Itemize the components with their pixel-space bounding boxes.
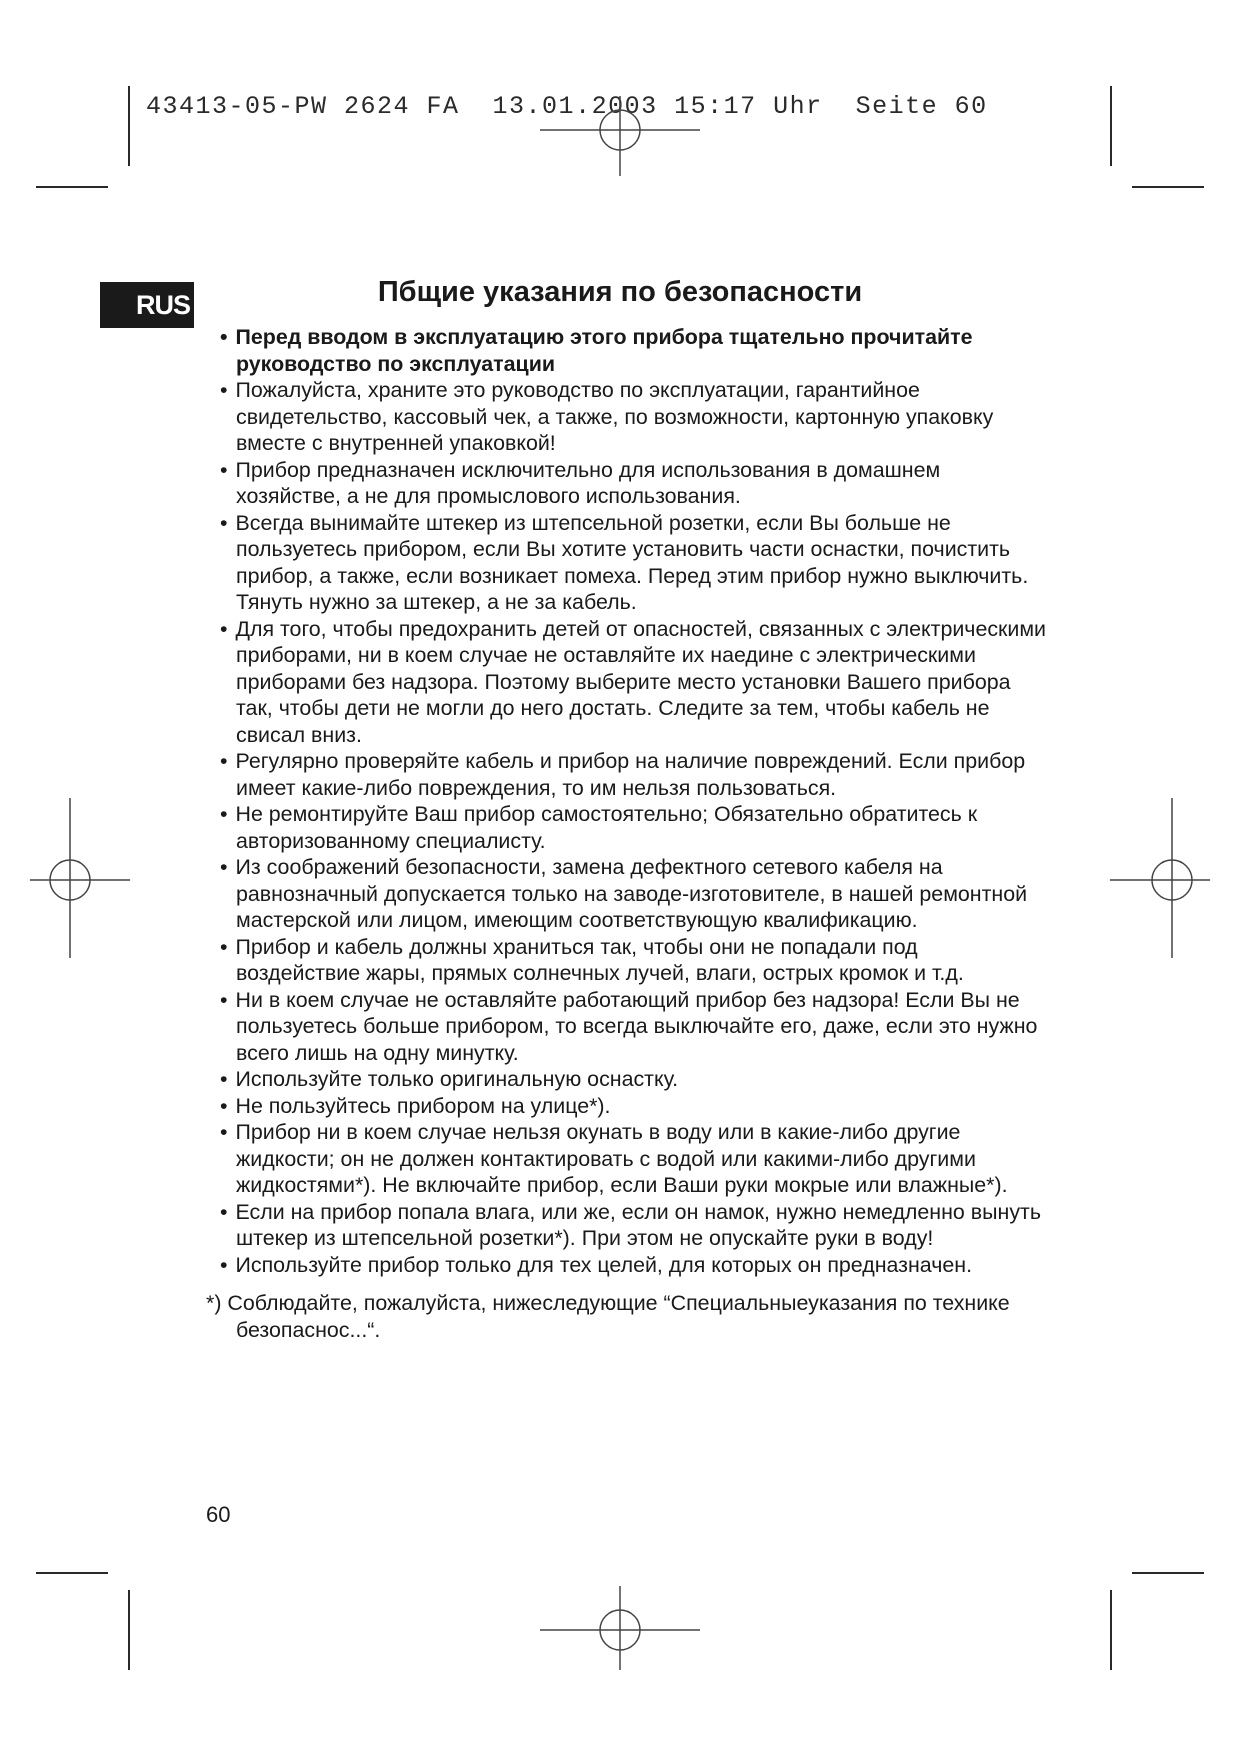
registration-mark-bottom-icon (540, 1586, 700, 1670)
crop-mark-bottom-right-horizontal (1132, 1572, 1204, 1574)
instruction-list (206, 324, 1046, 1278)
crop-mark-bottom-right-vertical (1110, 1590, 1112, 1670)
language-badge: RUS (100, 282, 194, 328)
list-item: • Используйте прибор только для тех целей, для которых он предназначен. (206, 1252, 1046, 1279)
crop-mark-bottom-left-vertical (128, 1590, 130, 1670)
page-number: 60 (206, 1502, 231, 1527)
list-item: • Всегда вынимайте штекер из штепсельной розетки, если Вы больше не пользуетесь прибором, если Вы хотите установить части оснастки, почистить прибор, а также, если возникает помеха. Перед этим прибор нужно выключить. Тянуть нужно за штекер, а не за кабель. (206, 510, 1046, 616)
list-item: • Ни в коем случае не оставляйте работающий прибор без надзора! Если Вы не пользуетесь больше прибором, то всегда выключайте его, даже, если это нужно всего лишь на одну минутку. (206, 987, 1046, 1067)
list-item: • Прибор ни в коем случае нельзя окунать в воду или в какие-либо другие жидкости; он не должен контактировать с водой или какими-либо другими жидкостями*). Не включайте прибор, если Ваши руки мокрые или влажные*). (206, 1119, 1046, 1199)
list-item: • Не ремонтируйте Ваш прибор самостоятельно; Обязательно обратитесь к авторизованному специалисту. (206, 801, 1046, 854)
list-item: • Перед вводом в эксплуатацию этого прибора тщательно прочитайте руководство по эксплуатации (206, 324, 1046, 377)
list-item: • Прибор и кабель должны храниться так, чтобы они не попадали под воздействие жары, прямых солнечных лучей, влаги, острых кромок и т.д. (206, 934, 1046, 987)
crop-mark-top-right-horizontal (1132, 186, 1204, 188)
registration-mark-top-icon (540, 96, 700, 176)
registration-mark-right-icon (1110, 798, 1210, 958)
list-item: • Используйте только оригинальную оснастку. (206, 1066, 1046, 1093)
print-slug: 43413-05-PW 2624 FA 13.01.2003 15:17 Uhr Seite 60 (146, 92, 988, 121)
crop-mark-bottom-left-horizontal (36, 1572, 108, 1574)
registration-mark-left-icon (30, 798, 130, 958)
footnote: *) Соблюдайте, пожалуйста, нижеследующие “Специальныеуказания по технике безопаснос...“. (206, 1291, 1010, 1342)
safety-instructions (206, 324, 1046, 1343)
list-item: • Регулярно проверяйте кабель и прибор на наличие повреждений. Если прибор имеет какие-либо повреждения, то им нельзя пользоваться. (206, 748, 1046, 801)
list-item: • Пожалуйста, храните это руководство по эксплуатации, гарантийное свидетельство, кассовый чек, а также, по возможности, картонную упаковку вместе с внутренней упаковкой! (206, 377, 1046, 457)
list-item: • Не пользуйтесь прибором на улице*). (206, 1093, 1046, 1120)
crop-mark-top-right-vertical (1110, 86, 1112, 166)
list-item: • Для того, чтобы предохранить детей от опасностей, связанных с электрическими приборами, ни в коем случае не оставляйте их наедине с электрическими приборами без надзора. Поэтому выберите место установки Вашего прибора так, чтобы дети не могли до него достать. Следите за тем, чтобы кабель не свисал вниз. (206, 616, 1046, 749)
crop-mark-top-left-horizontal (36, 186, 108, 188)
list-item: • Если на прибор попала влага, или же, если он намок, нужно немедленно вынуть штекер из штепсельной розетки*). При этом не опускайте руки в воду! (206, 1199, 1046, 1252)
list-item: • Прибор предназначен исключительно для использования в домашнем хозяйстве, а не для промыслового использования. (206, 457, 1046, 510)
list-item: • Из соображений безопасности, замена дефектного сетевого кабеля на равнозначный допускается только на заводе-изготовителе, в нашей ремонтной мастерской или лицом, имеющим соответствующую квалификацию. (206, 854, 1046, 934)
page-title: Пбщие указания по безопасности (377, 276, 863, 308)
crop-mark-top-left-vertical (128, 86, 130, 166)
